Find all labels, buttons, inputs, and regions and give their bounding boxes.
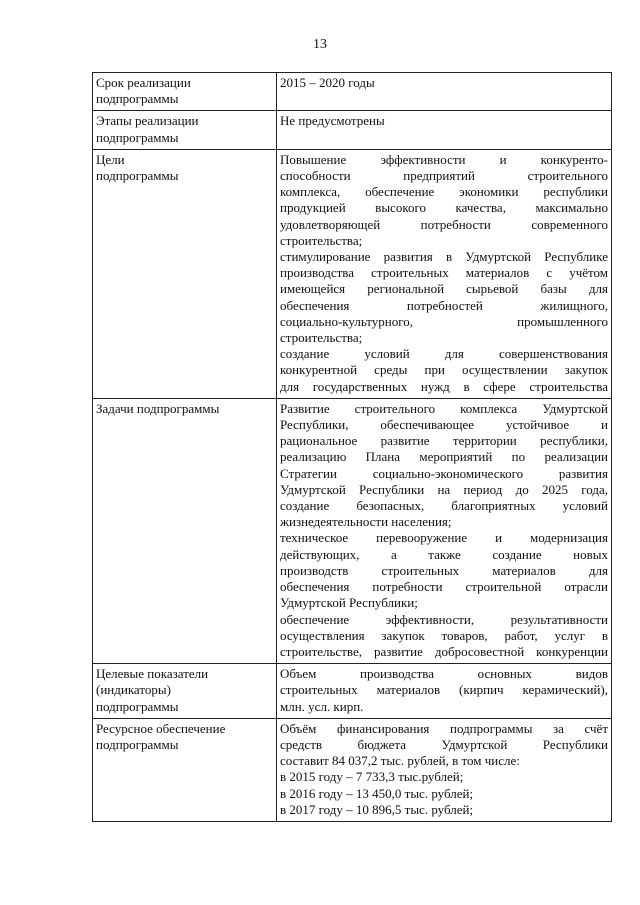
row-value-line: комплекса, обеспечение экономики республики (280, 184, 608, 200)
row-value-line: техническое перевооружение и модернизация (280, 530, 608, 546)
row-value-line: рациональное развитие территории республики, (280, 433, 608, 449)
row-value-line: средств бюджета Удмуртской Республики (280, 736, 608, 752)
table-row (93, 149, 612, 398)
row-value-line: Удмуртской Республики на период до 2025 года, (280, 481, 608, 497)
row-value-line: Развитие строительного комплекса Удмуртской (280, 400, 608, 416)
subprogram-passport-table (92, 72, 612, 822)
row-value-line: Повышение эффективности и конкуренто- (280, 151, 608, 167)
row-value-line: млн. усл. кирп. (280, 698, 364, 714)
row-value-line: 2015 – 2020 годы (280, 75, 375, 90)
row-value-line: в 2016 году – 13 450,0 тыс. рублей; (280, 785, 474, 801)
table-row (93, 398, 612, 663)
row-label-cell (93, 111, 277, 149)
row-value-line: Стратегии социально-экономического развития (280, 465, 608, 481)
row-value-line: действующих, а также создание новых (280, 546, 608, 562)
row-value-line: строительства; (280, 330, 363, 346)
row-value-line: Объем производства основных видов (280, 666, 608, 682)
page-number: 13 (313, 37, 327, 52)
row-value-line: в 2015 году – 7 733,3 тыс.рублей; (280, 769, 464, 785)
row-value-line: Удмуртской Республики; (280, 595, 418, 611)
row-value-line: для государственных нужд в сфере строительства (280, 378, 608, 394)
row-value-line: строительстве, развитие добросовестной конкуренции (280, 643, 608, 659)
row-value-line: стимулирование развития в Удмуртской Республике (280, 249, 608, 265)
row-value-cell (277, 664, 612, 719)
row-label-line: Ресурсное обеспечение (96, 720, 226, 736)
row-label-line: подпрограммы (96, 698, 179, 714)
row-value-line: продукцией высокого качества, максимально (280, 200, 608, 216)
row-value-line: конкурентной среды при осуществлении закупок (280, 362, 608, 378)
row-label-line: подпрограммы (96, 129, 179, 145)
row-label-line: Срок реализации (96, 75, 191, 90)
row-value-line: Республики, обеспечивающее устойчивое и (280, 417, 608, 433)
row-label-line: Этапы реализации (96, 113, 199, 129)
row-label-line: подпрограммы (96, 736, 179, 752)
row-label-cell (93, 664, 277, 719)
row-value-line: осуществления закупок товаров, работ, услуг в (280, 627, 608, 643)
row-label-cell (93, 398, 277, 663)
row-value-line: обеспечения потребности строительной отрасли (280, 579, 608, 595)
table-row (93, 111, 612, 149)
row-value-line: социально-культурного, промышленного (280, 313, 608, 329)
row-value-line: способности предприятий строительного (280, 168, 608, 184)
row-value-line: удовлетворяющей потребности современного (280, 216, 608, 232)
row-value-line: обеспечения потребностей жилищного, (280, 297, 608, 313)
row-value-line: производства строительных материалов с учётом (280, 265, 608, 281)
row-value-line: Объём финансирования подпрограммы за счёт (280, 720, 608, 736)
table-row (93, 664, 612, 719)
row-value-cell (277, 73, 612, 111)
row-value-cell (277, 149, 612, 398)
row-value-line: составит 84 037,2 тыс. рублей, в том числе: (280, 753, 520, 769)
row-value-line: обеспечение эффективности, результативности (280, 611, 608, 627)
row-label-line: (индикаторы) (96, 682, 171, 698)
row-value-line: производств строительных материалов для (280, 562, 608, 578)
row-value-line: Не предусмотрены (280, 113, 385, 129)
row-label-line: Целевые показатели (96, 666, 209, 682)
table-body (93, 73, 612, 822)
row-label-cell (93, 73, 277, 111)
row-value-cell (277, 718, 612, 821)
row-value-line: имеющейся региональной сырьевой базы для (280, 281, 608, 297)
table-row (93, 73, 612, 111)
row-value-line: реализацию Плана мероприятий по реализации (280, 449, 608, 465)
row-value-line: создание условий для совершенствования (280, 346, 608, 362)
row-label-line: Задачи подпрограммы (96, 400, 220, 416)
row-value-line: в 2017 году – 10 896,5 тыс. рублей; (280, 801, 474, 817)
row-label-cell (93, 718, 277, 821)
row-value-line: создание безопасных, благоприятных условий (280, 498, 608, 514)
row-value-cell (277, 111, 612, 149)
row-label-line: подпрограммы (96, 91, 179, 107)
row-value-line: строительных материалов (кирпич керамический), (280, 682, 608, 698)
row-label-line: Цели (96, 151, 125, 167)
row-value-line: строительства; (280, 232, 363, 248)
row-label-cell (93, 149, 277, 398)
row-label-line: подпрограммы (96, 168, 179, 184)
table-row (93, 718, 612, 821)
row-value-cell (277, 398, 612, 663)
row-value-line: жизнедеятельности населения; (280, 514, 452, 530)
